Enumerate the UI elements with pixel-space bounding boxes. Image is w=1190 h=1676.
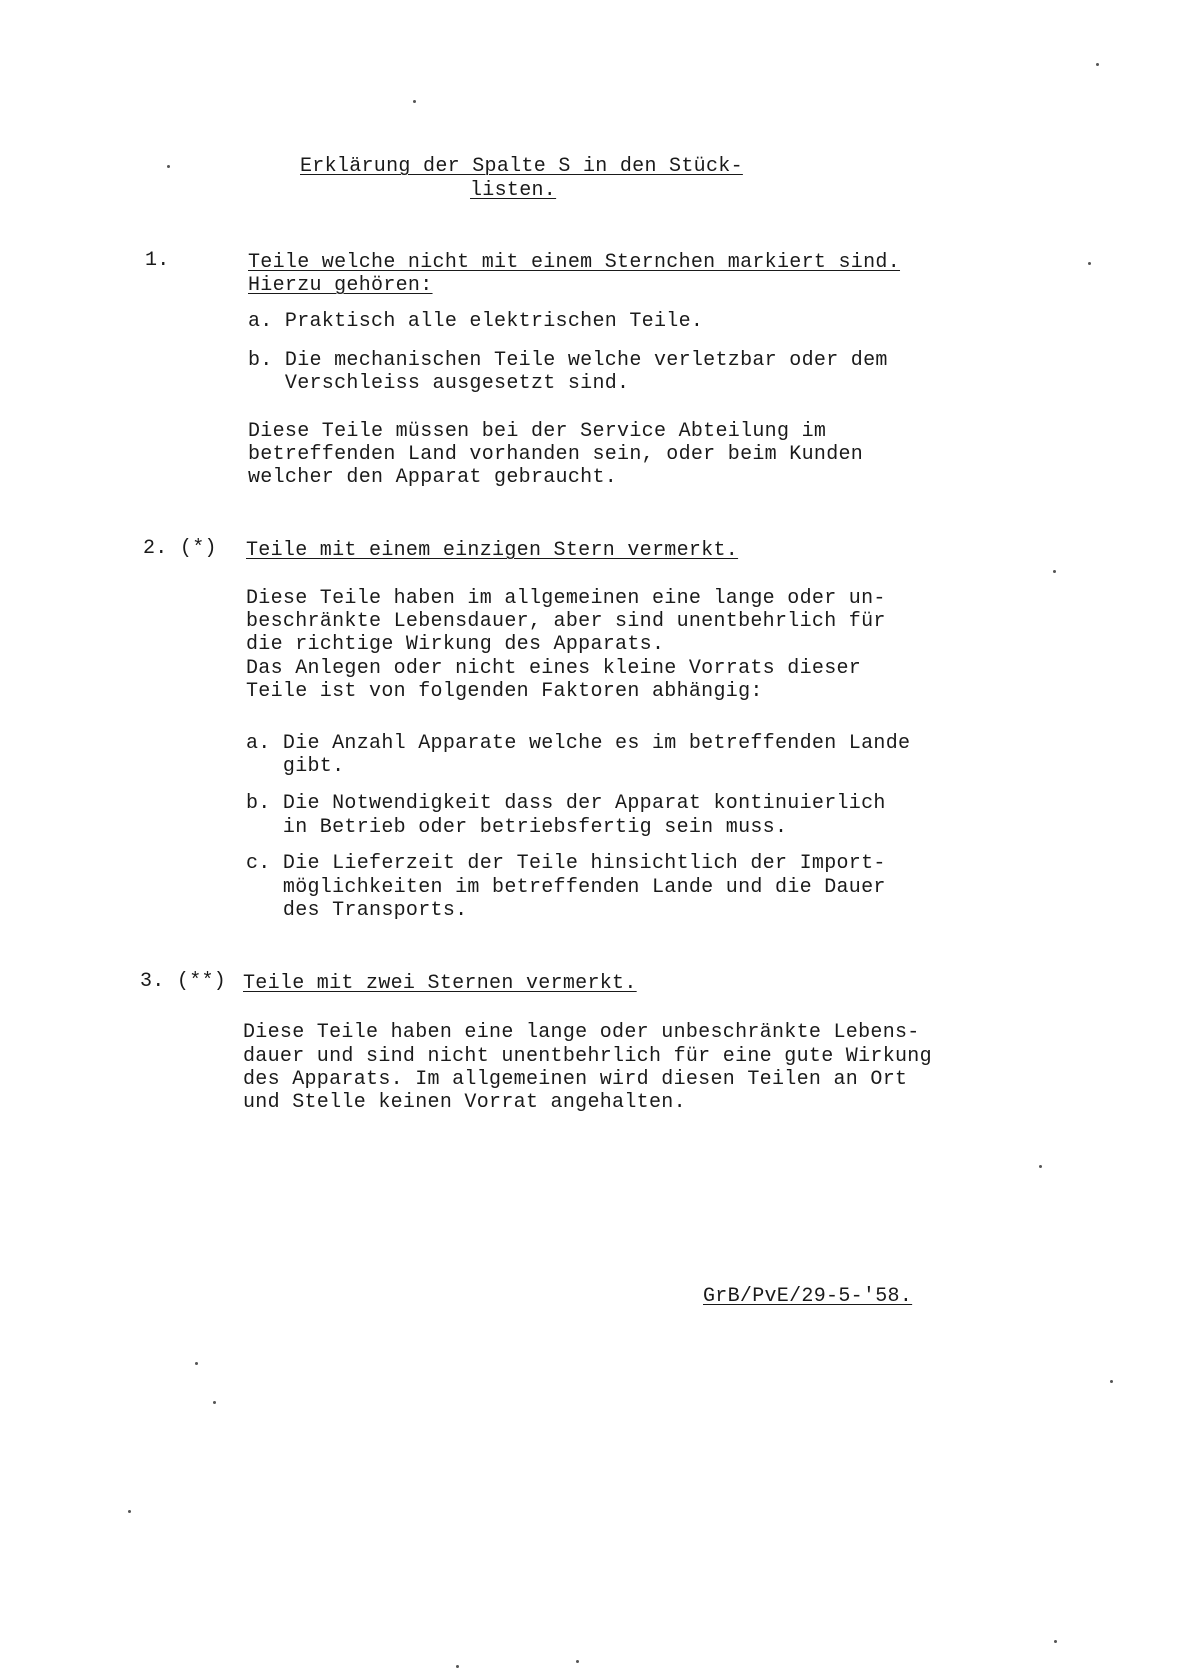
section-3-number: 3. (**) [140,970,227,993]
section-1-heading-line-2: Hierzu gehören: [248,274,433,297]
section-3-paragraph-line-4: und Stelle keinen Vorrat angehalten. [243,1091,686,1114]
section-2-item-a-line-2: gibt. [246,755,345,778]
document-reference: GrB/PvE/29-5-'58. [703,1285,913,1308]
section-1-item-a: a. Praktisch alle elektrischen Teile. [248,310,704,333]
scan-speck [1096,63,1099,66]
section-1-paragraph-line-3: welcher den Apparat gebraucht. [248,466,618,489]
section-2-item-a-line-1: a. Die Anzahl Apparate welche es im betreffenden Lande [246,732,911,755]
section-2-item-c-line-1: c. Die Lieferzeit der Teile hinsichtlich der Import- [246,852,886,875]
section-1-item-b-line-1: b. Die mechanischen Teile welche verletzbar oder dem [248,349,888,372]
scan-speck [1054,1640,1057,1643]
section-2-item-c-line-2: möglichkeiten im betreffenden Lande und die Dauer [246,876,886,899]
scan-speck [195,1362,198,1365]
section-2-paragraph-line-1: Diese Teile haben im allgemeinen eine lange oder un- [246,587,886,610]
scan-speck [1088,262,1091,265]
section-1-number: 1. [145,249,170,272]
title-line-1: Erklärung der Spalte S in den Stück- [300,155,743,178]
section-3-paragraph-line-3: des Apparats. Im allgemeinen wird diesen Teilen an Ort [243,1068,908,1091]
section-2-item-b-line-2: in Betrieb oder betriebsfertig sein muss. [246,816,788,839]
section-2-paragraph-line-4: Das Anlegen oder nicht eines kleine Vorrats dieser [246,657,862,680]
section-1-paragraph-line-2: betreffenden Land vorhanden sein, oder beim Kunden [248,443,864,466]
scan-speck [1110,1380,1113,1383]
scan-speck [128,1510,131,1513]
scan-speck [1053,570,1056,573]
scan-speck [576,1660,579,1663]
section-3-paragraph-line-1: Diese Teile haben eine lange oder unbeschränkte Lebens- [243,1021,920,1044]
scan-speck [1039,1165,1042,1168]
section-3-paragraph-line-2: dauer und sind nicht unentbehrlich für eine gute Wirkung [243,1045,932,1068]
section-3-heading: Teile mit zwei Sternen vermerkt. [243,972,637,995]
section-2-paragraph-line-3: die richtige Wirkung des Apparats. [246,633,665,656]
section-1-paragraph-line-1: Diese Teile müssen bei der Service Abteilung im [248,420,827,443]
section-2-item-b-line-1: b. Die Notwendigkeit dass der Apparat kontinuierlich [246,792,886,815]
section-2-paragraph-line-2: beschränkte Lebensdauer, aber sind unentbehrlich für [246,610,886,633]
section-2-paragraph-line-5: Teile ist von folgenden Faktoren abhängig: [246,680,763,703]
title-line-2: listen. [470,179,557,202]
section-2-item-c-line-3: des Transports. [246,899,468,922]
section-2-heading: Teile mit einem einzigen Stern vermerkt. [246,539,739,562]
scan-speck [213,1401,216,1404]
scan-speck [167,165,170,168]
scan-speck [456,1665,459,1668]
section-2-number: 2. (*) [143,537,217,560]
section-1-heading-line-1: Teile welche nicht mit einem Sternchen markiert sind. [248,251,901,274]
section-1-item-b-line-2: Verschleiss ausgesetzt sind. [248,372,630,395]
scan-speck [413,100,416,103]
